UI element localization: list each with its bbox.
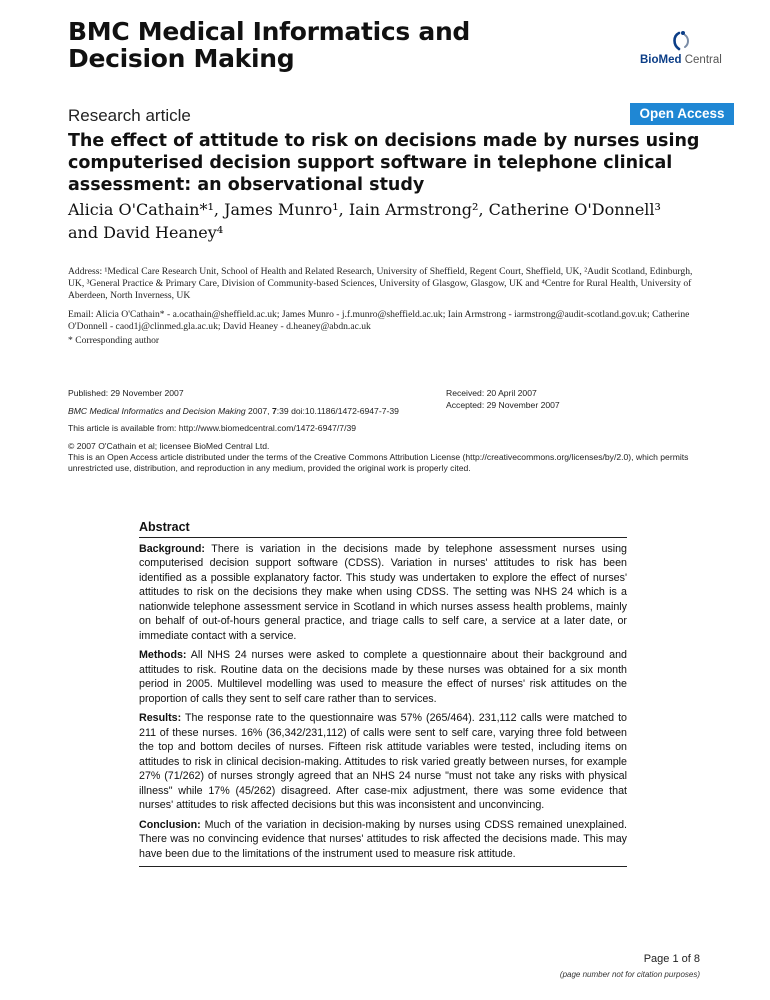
citation-journal: BMC Medical Informatics and Decision Making: [68, 406, 246, 416]
authors-line-2: and David Heaney⁴: [68, 223, 224, 242]
article-url[interactable]: This article is available from: http://www.biomedcentral.com/1472-6947/7/39: [68, 423, 357, 433]
article-title: The effect of attitude to risk on decisions made by nurses using computerised decision support software in telephone clinical assessment: an observational study: [68, 131, 700, 195]
biomed-central-logo[interactable]: [640, 30, 735, 70]
methods-text: All NHS 24 nurses were asked to complete a questionnaire about their background and attitudes to risk. Routine data on the decisions made by these nurses was obtained for a six month period in 2005. Multilevel modelling was used to measure the effect of nurses' risk attitudes on the proportion of calls they sent to self care rather than to services.: [139, 649, 627, 705]
author-emails: Email: Alicia O'Cathain* - a.ocathain@sheffield.ac.uk; James Munro - j.f.munro@sheffield.ac.uk; Iain Armstrong - iarmstrong@audit-scotland.gov.uk; Catherine O'Donnell - caod1j@clinmed.gla.ac.uk; David Heaney - d.heaney@abdn.ac.uk: [68, 309, 690, 332]
journal-title-line-2: Decision Making: [68, 44, 295, 73]
background-text: There is variation in the decisions made by telephone assessment nurses using computerised decision support software (CDSS). Variation in nurses' attitudes to risk has been identified as a possible explanatory factor. This study was undertaken to explore the effect of nurses' attitudes to risk on the decisions they make when using CDSS. The setting was NHS 24 which is a nationwide telephone assessment service in Scotland in which nurses assess health problems, mainly on behalf of out-of-hours general practice, and triage calls to self care, a service at a later date, or immediate contact with a service.: [139, 542, 627, 642]
logo-brand: BioMed: [640, 54, 682, 66]
corresponding-author-note: * Corresponding author: [68, 335, 160, 346]
received-date: Received: 20 April 2007: [446, 388, 537, 398]
abstract-methods: [139, 648, 627, 706]
citation: [68, 406, 399, 417]
author-list: [68, 198, 728, 244]
citation-year: 2007,: [245, 406, 272, 416]
citation-doi: :39 doi:10.1186/1472-6947-7-39: [276, 406, 399, 416]
conclusion-label: Conclusion:: [139, 818, 201, 831]
copyright-notice: © 2007 O'Cathain et al; licensee BioMed Central Ltd.: [68, 441, 270, 451]
biomed-central-logo-text: [640, 54, 722, 66]
abstract-background: [139, 542, 627, 644]
authors-line-1: Alicia O'Cathain*¹, James Munro¹, Iain Armstrong², Catherine O'Donnell³: [68, 200, 661, 219]
accepted-date: Accepted: 29 November 2007: [446, 400, 560, 410]
biomed-central-logo-icon: [670, 30, 696, 52]
logo-suffix: Central: [681, 54, 722, 66]
abstract-conclusion: [139, 818, 627, 862]
methods-label: Methods:: [139, 649, 187, 661]
page-number: Page 1 of 8: [643, 953, 700, 965]
page-number-note: (page number not for citation purposes): [559, 970, 700, 979]
published-date: Published: 29 November 2007: [68, 388, 184, 398]
abstract-bottom-rule: [139, 866, 627, 867]
journal-title: [68, 18, 538, 72]
citation-volume: 7: [271, 406, 277, 416]
results-label: Results:: [139, 712, 182, 724]
abstract-results: [139, 711, 627, 813]
results-text: The response rate to the questionnaire was 57% (265/464). 231,112 calls were matched to 211 of these nurses. 16% (36,342/231,112) of calls were sent to self care, varying three fold between the top and bottom deciles of nurses. Fifteen risk attitude variables were tested, including items on attitudes to risk in clinical decision-making. Attitudes to risk varied greatly between nurses, for example 27% (71/262) of nurses strongly agreed that an NHS 24 nurse "must not take any risks with physical illness" while 17% (45/262) disagreed. After case-mix adjustment, there was some evidence that nurses' attitudes to risk affected decisions but this was inconsistent and unconvincing.: [139, 712, 627, 811]
license-text: This is an Open Access article distributed under the terms of the Creative Commons Attribution License (http://creativecommons.org/licenses/by/2.0), which permits unrestricted use, distribution, and reproduction in any medium, provided the original work is properly cited.: [68, 452, 689, 473]
journal-title-line-1: BMC Medical Informatics and: [68, 17, 471, 46]
conclusion-text: Much of the variation in decision-making by nurses using CDSS remained unexplained. There was no convincing evidence that nurses' attitudes to risk affected the decisions made. This may have been due to the limitations of the instrument used to measure risk attitude.: [139, 818, 627, 860]
article-type: Research article: [68, 106, 191, 125]
background-label: Background:: [139, 542, 205, 555]
abstract-heading: Abstract: [139, 520, 627, 538]
open-access-badge: Open Access: [630, 103, 734, 125]
abstract: [139, 520, 627, 867]
author-addresses: Address: ¹Medical Care Research Unit, School of Health and Related Research, University of Sheffield, Regent Court, Sheffield, UK, ²Audit Scotland, Edinburgh, UK, ³General Practice & Primary Care, Division of Community-based Sciences, University of Glasgow, Glasgow, UK and ⁴Centre for Rural Health, University of Aberdeen, North Inverness, UK: [68, 266, 693, 301]
